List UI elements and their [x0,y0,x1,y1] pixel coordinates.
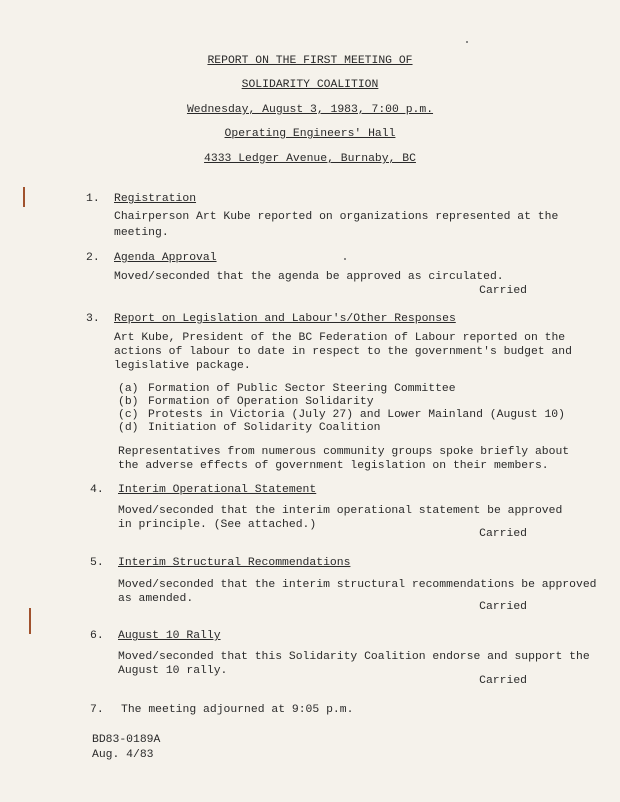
item-number: 3. [86,313,100,325]
motion-result: Carried [479,285,527,297]
item-text: Representatives from numerous community groups spoke briefly about [118,446,570,458]
organization-name: SOLIDARITY COALITION [241,79,379,91]
item-text: as amended. [118,593,194,605]
item-text: Moved/seconded that this Solidarity Coalition endorse and support the [118,651,590,663]
item-text: actions of labour to date in respect to the government's budget and [114,346,572,358]
item-text: The meeting adjourned at 9:05 p.m. [121,704,354,716]
item-text: Moved/seconded that the agenda be approved as circulated. [114,271,504,283]
item-number: 1. [86,193,100,205]
paper-speck [466,41,468,43]
item-text: in principle. (See attached.) [118,519,317,531]
margin-mark [23,187,25,207]
item-text: Art Kube, President of the BC Federation of Labour reported on the [114,332,566,344]
item-heading: August 10 Rally [118,630,221,642]
document-code: BD83-0189A [92,734,161,746]
item-text: the adverse effects of government legislation on their members. [118,460,549,472]
motion-result: Carried [479,601,527,613]
item-number: 2. [86,252,100,264]
item-text: legislative package. [114,360,251,372]
list-item: Initiation of Solidarity Coalition [148,422,381,434]
motion-result: Carried [479,675,527,687]
item-text: meeting. [114,227,169,239]
list-item: Formation of Public Sector Steering Committee [148,383,456,395]
item-heading: Report on Legislation and Labour's/Other Responses [114,313,456,325]
list-label: (b) [118,396,139,408]
paper-speck [344,258,346,260]
item-heading: Interim Structural Recommendations [118,557,351,569]
item-heading: Interim Operational Statement [118,484,317,496]
list-label: (c) [118,409,139,421]
item-heading: Agenda Approval [114,252,217,264]
item-number: 5. [90,557,104,569]
item-text: Moved/seconded that the interim operational statement be approved [118,505,563,517]
item-text: August 10 rally. [118,665,228,677]
list-item: Protests in Victoria (July 27) and Lower Mainland (August 10) [148,409,565,421]
item-number: 6. [90,630,104,642]
meeting-date: Wednesday, August 3, 1983, 7:00 p.m. [186,104,434,116]
item-number: 7. [90,704,104,716]
motion-result: Carried [479,528,527,540]
meeting-venue: Operating Engineers' Hall [224,128,396,140]
margin-mark [29,608,31,634]
item-text: Chairperson Art Kube reported on organizations represented at the [114,211,559,223]
item-number: 4. [90,484,104,496]
list-label: (d) [118,422,139,434]
item-heading: Registration [114,193,197,205]
list-label: (a) [118,383,139,395]
list-item: Formation of Operation Solidarity [148,396,374,408]
document-date: Aug. 4/83 [92,749,154,761]
item-text: Moved/seconded that the interim structural recommendations be approved [118,579,597,591]
meeting-address: 4333 Ledger Avenue, Burnaby, BC [204,153,416,165]
report-title: REPORT ON THE FIRST MEETING OF [207,55,413,67]
